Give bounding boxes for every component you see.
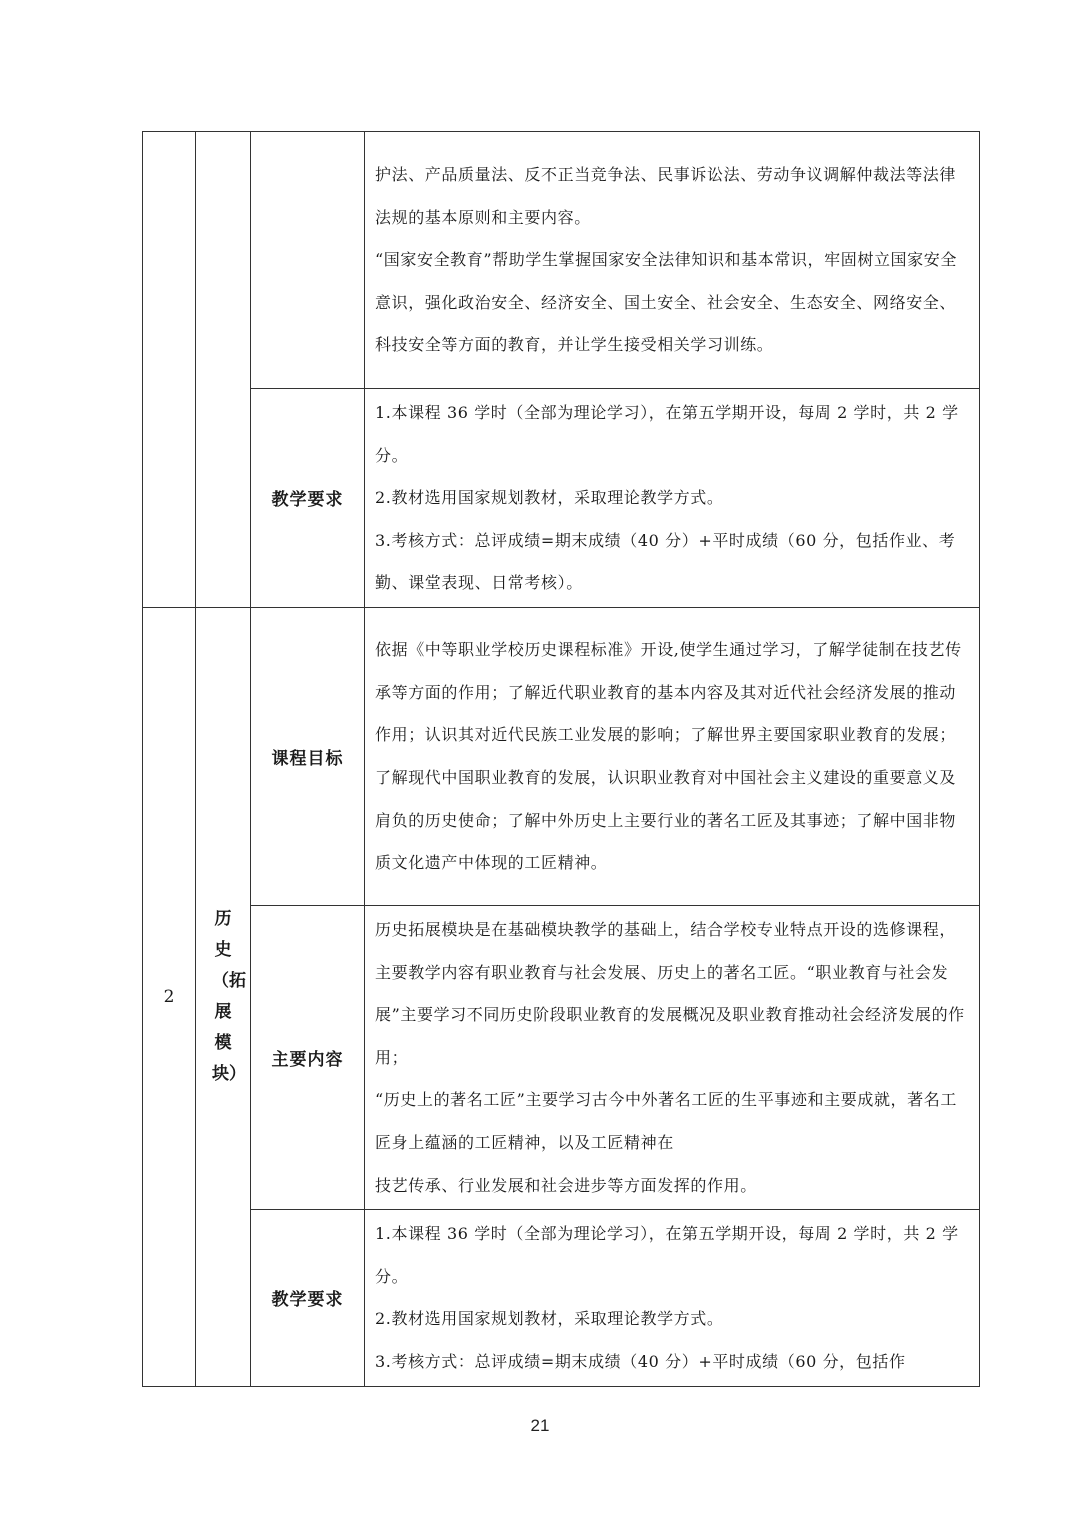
table-row bbox=[143, 389, 980, 608]
paragraph: “国家安全教育”帮助学生掌握国家安全法律知识和基本常识，牢固树立国家安全意识，强化政治安全、经济安全、国土安全、社会安全、生态安全、网络安全、科技安全等方面的教育，并让学生接受相关学习训练。 bbox=[375, 250, 957, 355]
table-row bbox=[143, 607, 980, 905]
number-cell bbox=[143, 132, 196, 608]
teaching-requirements-label: 教学要求 bbox=[251, 1210, 365, 1386]
paragraph: 2.教材选用国家规划教材，采取理论教学方式。 bbox=[375, 1309, 724, 1329]
course-name-cell bbox=[196, 607, 251, 1386]
table-row bbox=[143, 132, 980, 389]
course-goal-content bbox=[365, 607, 980, 905]
paragraph: “历史上的著名工匠”主要学习古今中外著名工匠的生平事迹和主要成就，著名工匠身上蕴涵的工匠精神，以及工匠精神在 bbox=[375, 1090, 957, 1152]
paragraph: 1.本课程 36 学时（全部为理论学习），在第五学期开设，每周 2 学时，共 2 学分。 bbox=[375, 1224, 959, 1286]
paragraph: 历史拓展模块是在基础模块教学的基础上，结合学校专业特点开设的选修课程，主要教学内容有职业教育与社会发展、历史上的著名工匠。“职业教育与社会发展”主要学习不同历史阶段职业教育的发展概况及职业教育推动社会经济发展的作用； bbox=[375, 919, 965, 1067]
page-number: 21 bbox=[530, 1416, 550, 1435]
paragraph: 3.考核方式：总评成绩=期末成绩（40 分）+平时成绩（60 分，包括作业、考勤、课堂表现、日常考核）。 bbox=[375, 530, 956, 593]
teaching-requirements-content bbox=[365, 389, 980, 608]
teaching-requirements-content bbox=[365, 1210, 980, 1386]
content-cell-continued bbox=[365, 132, 980, 389]
paragraph: 技艺传承、行业发展和社会进步等方面发挥的作用。 bbox=[375, 1175, 757, 1195]
label-cell-empty bbox=[251, 132, 365, 389]
paragraph: 1.本课程 36 学时（全部为理论学习），在第五学期开设，每周 2 学时，共 2 学分。 bbox=[375, 403, 959, 465]
paragraph: 2.教材选用国家规划教材，采取理论教学方式。 bbox=[375, 488, 724, 508]
course-name-cell bbox=[196, 132, 251, 608]
table-row bbox=[143, 905, 980, 1209]
teaching-requirements-label: 教学要求 bbox=[251, 389, 365, 608]
paragraph: 3.考核方式：总评成绩=期末成绩（40 分）+平时成绩（60 分，包括作 bbox=[375, 1351, 906, 1371]
main-content-label: 主要内容 bbox=[251, 905, 365, 1209]
paragraph: 依据《中等职业学校历史课程标准》开设,使学生通过学习，了解学徒制在技艺传承等方面的作用；了解近代职业教育的基本内容及其对近代社会经济发展的推动作用；认识其对近代民族工业发展的影响；了解世界主要国家职业教育的发展；了解现代中国职业教育的发展，认识职业教育对中国社会主义建设的重要意义及肩负的历史使命；了解中外历史上主要行业的著名工匠及其事迹；了解中国非物质文化遗产中体现的工匠精神。 bbox=[375, 640, 962, 873]
paragraph: 护法、产品质量法、反不正当竞争法、民事诉讼法、劳动争议调解仲裁法等法律法规的基本原则和主要内容。 bbox=[375, 165, 957, 227]
main-content-content bbox=[365, 905, 980, 1209]
table-row bbox=[143, 1210, 980, 1386]
course-number: 2 bbox=[143, 607, 196, 1386]
course-goal-label: 课程目标 bbox=[251, 607, 365, 905]
course-table bbox=[142, 131, 980, 1387]
course-name: 历史（拓展模块） bbox=[212, 908, 246, 1084]
